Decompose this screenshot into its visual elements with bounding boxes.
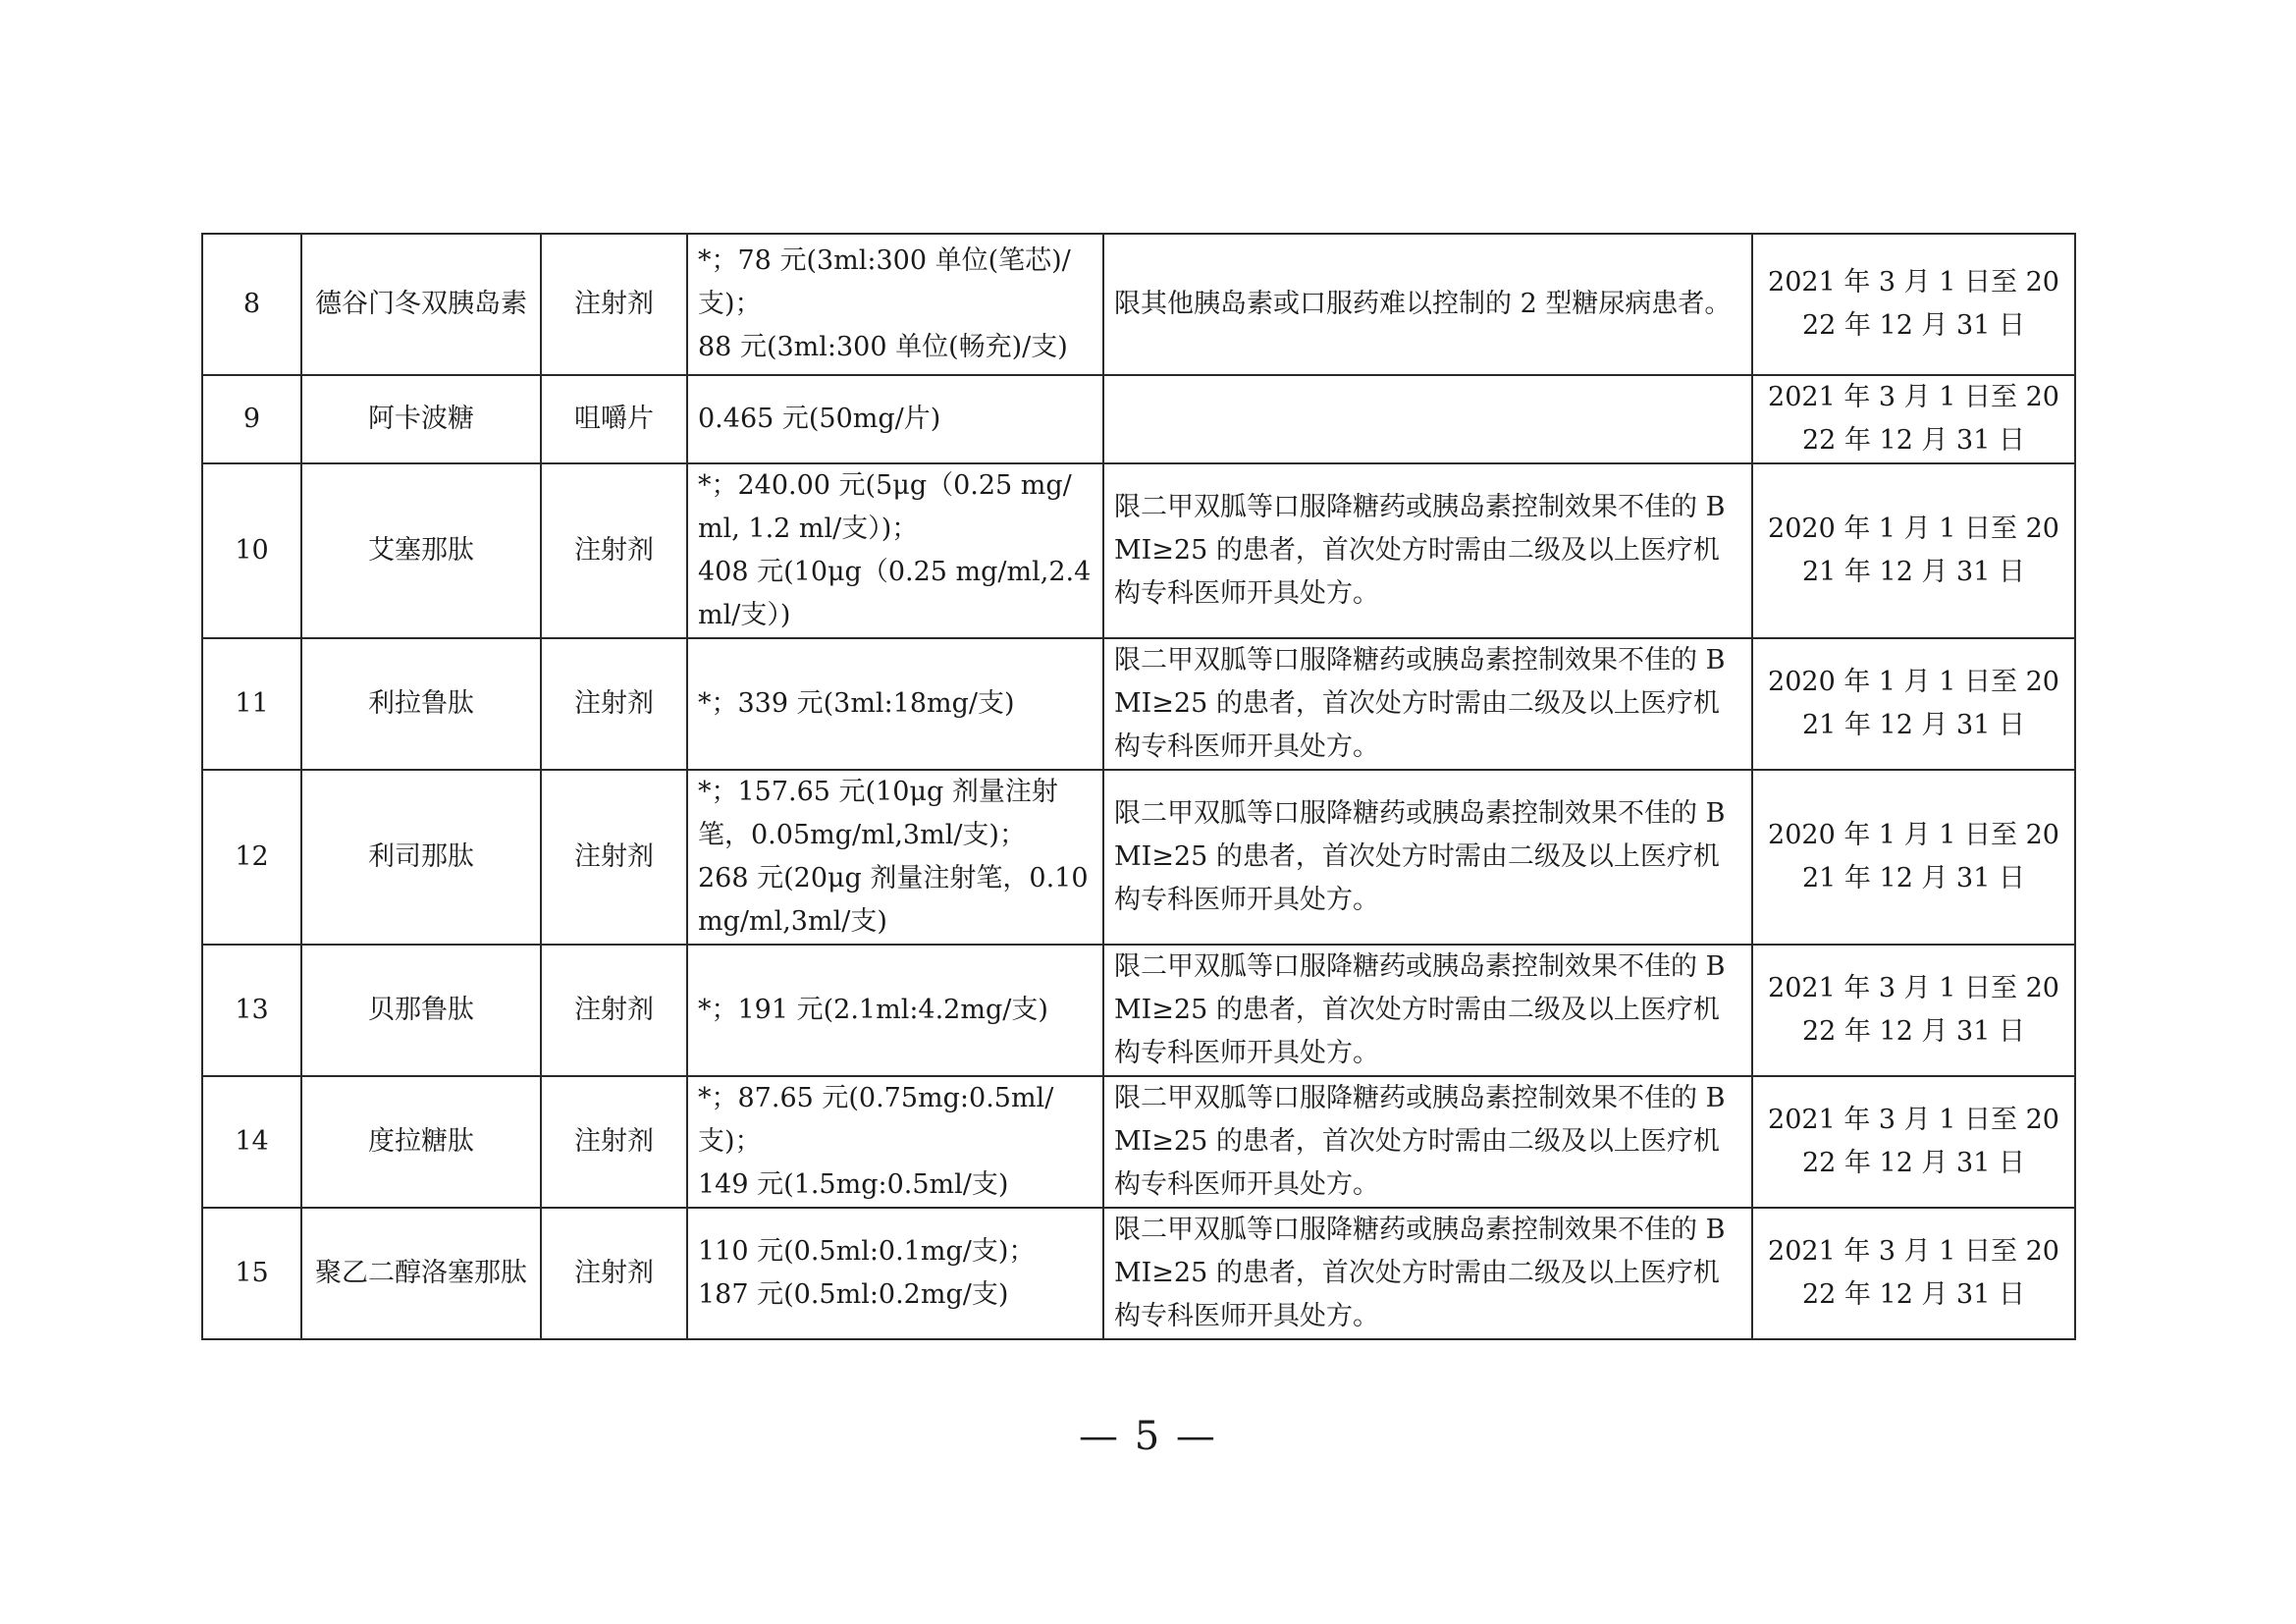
drug-table [201, 233, 2076, 1340]
price-line: 0.465 元(50mg/片) [698, 404, 941, 434]
price-cell [687, 770, 1103, 945]
price-line: 187 元(0.5ml:0.2mg/支) [698, 1279, 1009, 1310]
price-line: *；240.00 元(5μg（0.25 mg/ml, 1.2 ml/支）)； [698, 470, 1072, 544]
limitation-text: 限二甲双胍等口服降糖药或胰岛素控制效果不佳的 BMI≥25 的患者，首次处方时需由二级及以上医疗机构专科医师开具处方。 [1103, 463, 1752, 638]
limitation-text: 限其他胰岛素或口服药难以控制的 2 型糖尿病患者。 [1103, 234, 1752, 375]
price-cell [687, 1076, 1103, 1208]
limitation-text: 限二甲双胍等口服降糖药或胰岛素控制效果不佳的 BMI≥25 的患者，首次处方时需由二级及以上医疗机构专科医师开具处方。 [1103, 638, 1752, 770]
price-line: 88 元(3ml:300 单位(畅充)/支) [698, 332, 1068, 362]
drug-name: 利司那肽 [301, 770, 541, 945]
table-row [202, 234, 2075, 375]
validity-period: 2020 年 1 月 1 日至 2021 年 12 月 31 日 [1752, 463, 2075, 638]
table-row [202, 1208, 2075, 1339]
price-cell [687, 1208, 1103, 1339]
validity-period: 2021 年 3 月 1 日至 2022 年 12 月 31 日 [1752, 945, 2075, 1076]
drug-name: 艾塞那肽 [301, 463, 541, 638]
row-number: 10 [202, 463, 301, 638]
drug-name: 阿卡波糖 [301, 375, 541, 463]
row-number: 12 [202, 770, 301, 945]
row-number: 11 [202, 638, 301, 770]
limitation-text: 限二甲双胍等口服降糖药或胰岛素控制效果不佳的 BMI≥25 的患者，首次处方时需由二级及以上医疗机构专科医师开具处方。 [1103, 1208, 1752, 1339]
table-row [202, 638, 2075, 770]
limitation-text: 限二甲双胍等口服降糖药或胰岛素控制效果不佳的 BMI≥25 的患者，首次处方时需由二级及以上医疗机构专科医师开具处方。 [1103, 945, 1752, 1076]
price-line: *；87.65 元(0.75mg:0.5ml/支)； [698, 1083, 1054, 1157]
dosage-form: 注射剂 [541, 463, 687, 638]
dosage-form: 咀嚼片 [541, 375, 687, 463]
price-line: 110 元(0.5ml:0.1mg/支)； [698, 1236, 1036, 1267]
row-number: 8 [202, 234, 301, 375]
validity-period: 2020 年 1 月 1 日至 2021 年 12 月 31 日 [1752, 770, 2075, 945]
table-row [202, 770, 2075, 945]
dosage-form: 注射剂 [541, 234, 687, 375]
dosage-form: 注射剂 [541, 770, 687, 945]
limitation-text: 限二甲双胍等口服降糖药或胰岛素控制效果不佳的 BMI≥25 的患者，首次处方时需由二级及以上医疗机构专科医师开具处方。 [1103, 770, 1752, 945]
drug-name: 德谷门冬双胰岛素 [301, 234, 541, 375]
validity-period: 2021 年 3 月 1 日至 2022 年 12 月 31 日 [1752, 234, 2075, 375]
drug-name: 贝那鲁肽 [301, 945, 541, 1076]
validity-period: 2020 年 1 月 1 日至 2021 年 12 月 31 日 [1752, 638, 2075, 770]
price-line: *；78 元(3ml:300 单位(笔芯)/支)； [698, 245, 1071, 319]
limitation-text [1103, 375, 1752, 463]
row-number: 14 [202, 1076, 301, 1208]
dosage-form: 注射剂 [541, 1076, 687, 1208]
price-line: 408 元(10μg（0.25 mg/ml,2.4 ml/支）) [698, 557, 1092, 630]
price-line: *；339 元(3ml:18mg/支) [698, 688, 1015, 719]
validity-period: 2021 年 3 月 1 日至 2022 年 12 月 31 日 [1752, 1076, 2075, 1208]
dosage-form: 注射剂 [541, 945, 687, 1076]
price-cell [687, 463, 1103, 638]
drug-name: 利拉鲁肽 [301, 638, 541, 770]
price-cell [687, 375, 1103, 463]
validity-period: 2021 年 3 月 1 日至 2022 年 12 月 31 日 [1752, 375, 2075, 463]
table-row [202, 375, 2075, 463]
dosage-form: 注射剂 [541, 638, 687, 770]
page-number: — 5 — [1079, 1414, 1217, 1459]
table-row [202, 945, 2075, 1076]
price-line: *；157.65 元(10μg 剂量注射笔，0.05mg/ml,3ml/支)； [698, 777, 1058, 850]
price-cell [687, 638, 1103, 770]
validity-period: 2021 年 3 月 1 日至 2022 年 12 月 31 日 [1752, 1208, 2075, 1339]
row-number: 9 [202, 375, 301, 463]
price-cell [687, 945, 1103, 1076]
dosage-form: 注射剂 [541, 1208, 687, 1339]
price-line: 149 元(1.5mg:0.5ml/支) [698, 1169, 1009, 1200]
drug-name: 聚乙二醇洛塞那肽 [301, 1208, 541, 1339]
table-row [202, 463, 2075, 638]
row-number: 15 [202, 1208, 301, 1339]
price-cell [687, 234, 1103, 375]
row-number: 13 [202, 945, 301, 1076]
price-line: 268 元(20μg 剂量注射笔，0.10mg/ml,3ml/支) [698, 863, 1089, 937]
table-row [202, 1076, 2075, 1208]
price-line: *；191 元(2.1ml:4.2mg/支) [698, 995, 1048, 1025]
limitation-text: 限二甲双胍等口服降糖药或胰岛素控制效果不佳的 BMI≥25 的患者，首次处方时需由二级及以上医疗机构专科医师开具处方。 [1103, 1076, 1752, 1208]
drug-name: 度拉糖肽 [301, 1076, 541, 1208]
